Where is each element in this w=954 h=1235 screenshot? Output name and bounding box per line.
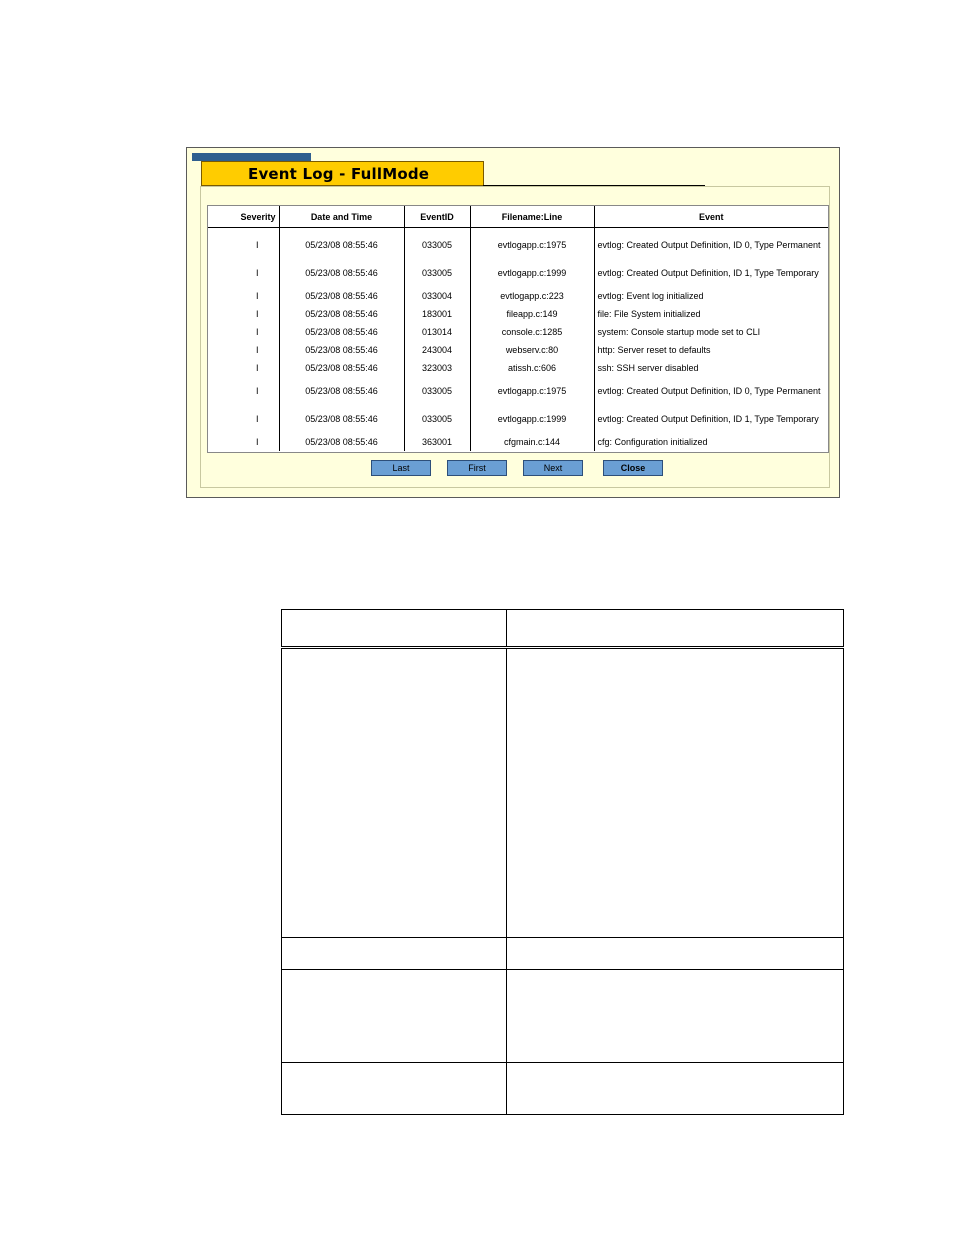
cell-severity: I (208, 405, 279, 433)
cell-datetime: 05/23/08 08:55:46 (279, 433, 404, 451)
cell-event-id: 183001 (404, 305, 470, 323)
table-row (208, 228, 828, 260)
description-table-row (282, 648, 844, 938)
cell-file-line: evtlogapp.c:1999 (470, 259, 594, 287)
cell-datetime: 05/23/08 08:55:46 (279, 405, 404, 433)
window-title: Event Log - FullMode (248, 165, 430, 183)
table-row (208, 341, 828, 359)
description-table-row (282, 970, 844, 1063)
cell-severity: I (208, 341, 279, 359)
description-table-cell (507, 938, 844, 970)
cell-file-line: webserv.c:80 (470, 341, 594, 359)
cell-datetime: 05/23/08 08:55:46 (279, 259, 404, 287)
description-table-cell (507, 970, 844, 1063)
cell-file-line: evtlogapp.c:1999 (470, 405, 594, 433)
cell-event-id: 033005 (404, 377, 470, 405)
cell-severity: I (208, 287, 279, 305)
cell-event: system: Console startup mode set to CLI (597, 326, 761, 337)
event-log-table-frame (207, 205, 829, 453)
description-table-row (282, 1063, 844, 1115)
cell-event-id: 033005 (404, 228, 470, 260)
cell-event: file: File System initialized (597, 308, 701, 319)
cell-event: ssh: SSH server disabled (597, 362, 699, 373)
next-button[interactable]: Next (523, 460, 583, 476)
table-row (208, 305, 828, 323)
cell-file-line: cfgmain.c:144 (470, 433, 594, 451)
cell-datetime: 05/23/08 08:55:46 (279, 287, 404, 305)
table-row (208, 377, 828, 405)
cell-event-id: 013014 (404, 323, 470, 341)
cell-severity: I (208, 259, 279, 287)
cell-datetime: 05/23/08 08:55:46 (279, 341, 404, 359)
cell-event: cfg: Configuration initialized (597, 436, 708, 447)
cell-datetime: 05/23/08 08:55:46 (279, 305, 404, 323)
cell-file-line: evtlogapp.c:1975 (470, 377, 594, 405)
description-table-row (282, 938, 844, 970)
cell-file-line: evtlogapp.c:223 (470, 287, 594, 305)
description-table-cell (507, 1063, 844, 1115)
description-table-cell (282, 610, 507, 648)
description-table-cell (282, 1063, 507, 1115)
description-table-cell (282, 938, 507, 970)
column-header-date-time[interactable]: Date and Time (279, 206, 404, 228)
table-row (208, 433, 828, 451)
column-header-filename-line[interactable]: Filename:Line (470, 206, 594, 228)
cell-event: http: Server reset to defaults (597, 344, 711, 355)
cell-severity: I (208, 377, 279, 405)
description-table-cell (507, 610, 844, 648)
cell-event-id: 033005 (404, 259, 470, 287)
cell-event-id: 033004 (404, 287, 470, 305)
cell-datetime: 05/23/08 08:55:46 (279, 377, 404, 405)
cell-severity: I (208, 359, 279, 377)
description-table-header-row (282, 610, 844, 648)
cell-severity: I (208, 433, 279, 451)
cell-datetime: 05/23/08 08:55:46 (279, 359, 404, 377)
cell-severity: I (208, 228, 279, 260)
cell-file-line: fileapp.c:149 (470, 305, 594, 323)
cell-datetime: 05/23/08 08:55:46 (279, 323, 404, 341)
table-row (208, 259, 828, 287)
cell-event-id: 033005 (404, 405, 470, 433)
cell-event: evtlog: Created Output Definition, ID 0, Type Permanent (597, 385, 821, 396)
cell-severity: I (208, 323, 279, 341)
first-button[interactable]: First (447, 460, 507, 476)
event-log-window (186, 147, 840, 498)
cell-event: evtlog: Created Output Definition, ID 0, Type Permanent (597, 239, 821, 250)
last-button[interactable]: Last (371, 460, 431, 476)
cell-file-line: console.c:1285 (470, 323, 594, 341)
column-header-severity[interactable]: Severity (208, 206, 279, 228)
table-header-row (208, 206, 828, 228)
event-log-table (208, 206, 828, 451)
close-button[interactable]: Close (603, 460, 663, 476)
column-header-event[interactable]: Event (594, 206, 828, 228)
cell-event-id: 363001 (404, 433, 470, 451)
table-row (208, 405, 828, 433)
cell-event: evtlog: Created Output Definition, ID 1, Type Temporary (597, 267, 819, 278)
cell-event-id: 323003 (404, 359, 470, 377)
description-table-cell (282, 648, 507, 938)
cell-datetime: 05/23/08 08:55:46 (279, 228, 404, 260)
table-row (208, 323, 828, 341)
table-row (208, 287, 828, 305)
description-table-cell (507, 648, 844, 938)
description-table (281, 609, 844, 1115)
column-header-event-id[interactable]: EventID (404, 206, 470, 228)
cell-event: evtlog: Created Output Definition, ID 1, Type Temporary (597, 413, 819, 424)
cell-file-line: atissh.c:606 (470, 359, 594, 377)
table-row (208, 359, 828, 377)
cell-severity: I (208, 305, 279, 323)
cell-event-id: 243004 (404, 341, 470, 359)
title-bar (201, 161, 484, 186)
cell-event: evtlog: Event log initialized (597, 290, 704, 301)
title-tab (192, 153, 311, 161)
cell-file-line: evtlogapp.c:1975 (470, 228, 594, 260)
description-table-cell (282, 970, 507, 1063)
